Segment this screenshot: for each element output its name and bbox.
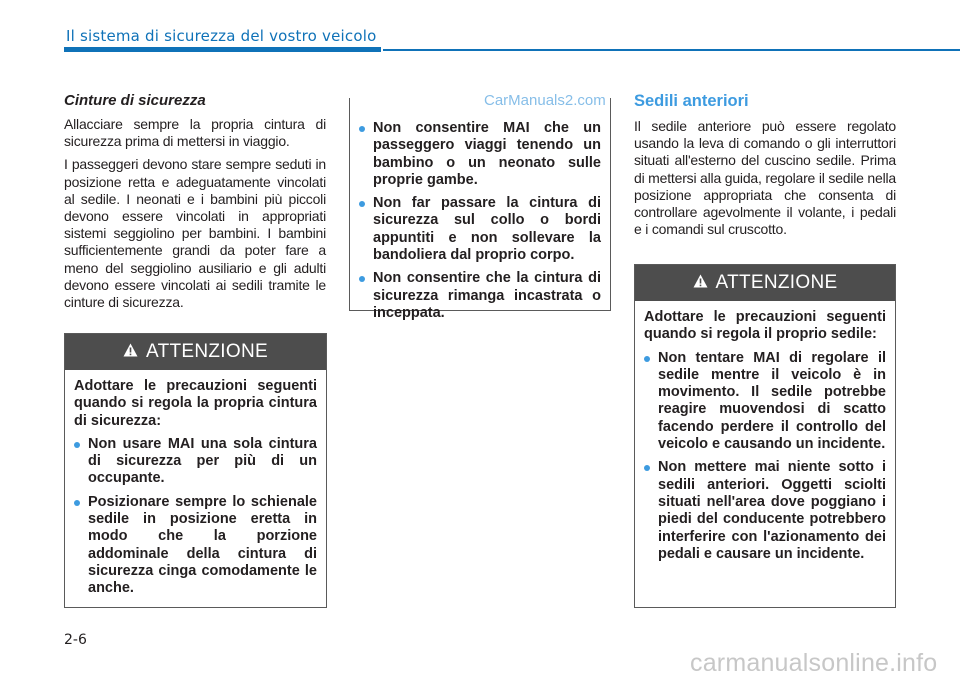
right-column	[634, 92, 896, 244]
warning-title: ATTENZIONE	[715, 272, 838, 293]
bullet-icon	[74, 442, 80, 448]
warning-triangle-icon	[693, 272, 708, 294]
bullet-icon	[644, 356, 650, 362]
list-item-text: Non usare MAI una sola cintura di sicurezza per più di un occupante.	[88, 435, 317, 487]
warning-triangle-icon	[123, 341, 138, 363]
list-item-text: Non tentare MAI di regolare il sedile mentre il veicolo è in movimento. Il sedile potrebbe reagire muovendosi di scatto facendo perdere il controllo del veicolo e causando un incidente.	[658, 349, 886, 453]
header-rule-thick	[64, 47, 381, 52]
list-item-text: Posizionare sempre lo schienale sedile in posizione eretta in modo che la porzione addominale della cintura di sicurezza cinga comodamente le anche.	[88, 493, 317, 597]
paragraph: Il sedile anteriore può essere regolato usando la leva di comando o gli interruttori situati all'esterno del cuscino sedile. Prima di mettersi alla guida, regolare il sedile nella posizione appropriata che consenta di controllare agevolmente il volante, i pedali e i comandi sul cruscotto.	[634, 118, 896, 238]
list-item-text: Non far passare la cintura di sicurezza sul collo o bordi appuntiti e non sollevare la bandoliera dal proprio corpo.	[373, 195, 601, 264]
warning-title: ATTENZIONE	[146, 341, 268, 362]
list-item	[644, 350, 886, 454]
page-number: 2-6	[64, 632, 87, 648]
list-item-text: Non consentire che la cintura di sicurezza rimanga incastrata o inceppata.	[373, 270, 601, 321]
warning-box-seat-belts	[64, 333, 327, 608]
watermark-link[interactable]: CarManuals2.com	[484, 92, 606, 109]
left-column	[64, 92, 326, 317]
warning-intro: Adottare le precauzioni seguenti quando si regola il proprio sedile:	[644, 309, 886, 343]
bullet-icon	[74, 500, 80, 506]
bullet-icon	[644, 465, 650, 471]
footer-watermark: carmanualsonline.info	[690, 649, 938, 677]
warning-intro: Adottare le precauzioni seguenti quando si regola la propria cintura di sicurezza:	[74, 378, 317, 429]
heading-front-seats: Sedili anteriori	[634, 92, 749, 110]
list-item	[359, 195, 601, 264]
bullet-icon	[359, 126, 365, 132]
header-rule-thin	[383, 49, 960, 51]
bullet-icon	[359, 276, 365, 282]
bullet-icon	[359, 201, 365, 207]
list-item	[74, 494, 317, 598]
paragraph: Allacciare sempre la propria cintura di sicurezza prima di mettersi in viaggio.	[64, 116, 326, 150]
list-item	[359, 270, 601, 322]
warning-box-continued	[349, 98, 611, 321]
list-item-text: Non consentire MAI che un passeggero viaggi tenendo un bambino o un neonato sulle proprie gambe.	[373, 120, 601, 188]
list-item-text: Non mettere mai niente sotto i sedili anteriori. Oggetti sciolti situati nell'area dove poggiano i piedi del conducente potrebbero interferire con l'azionamento dei pedali e causare un incidente.	[658, 459, 886, 562]
section-title: Il sistema di sicurezza del vostro veicolo	[66, 27, 377, 45]
paragraph: I passeggeri devono stare sempre seduti in posizione retta e adeguatamente vincolati al sedile. I neonati e i bambini più piccoli devono essere vincolati in appropriati sistemi seggiolino per bambini. I bambini sufficientemente grandi da poter fare a meno del seggiolino ausiliario e gli adulti devono essere vincolati ai sedili tramite le cinture di sicurezza.	[64, 156, 326, 311]
list-item	[644, 459, 886, 563]
warning-bar	[635, 265, 895, 301]
list-item	[359, 120, 601, 189]
list-item	[74, 436, 317, 488]
warning-bar	[65, 334, 326, 370]
warning-box-seats	[634, 264, 896, 608]
heading-seat-belts: Cinture di sicurezza	[64, 92, 206, 109]
